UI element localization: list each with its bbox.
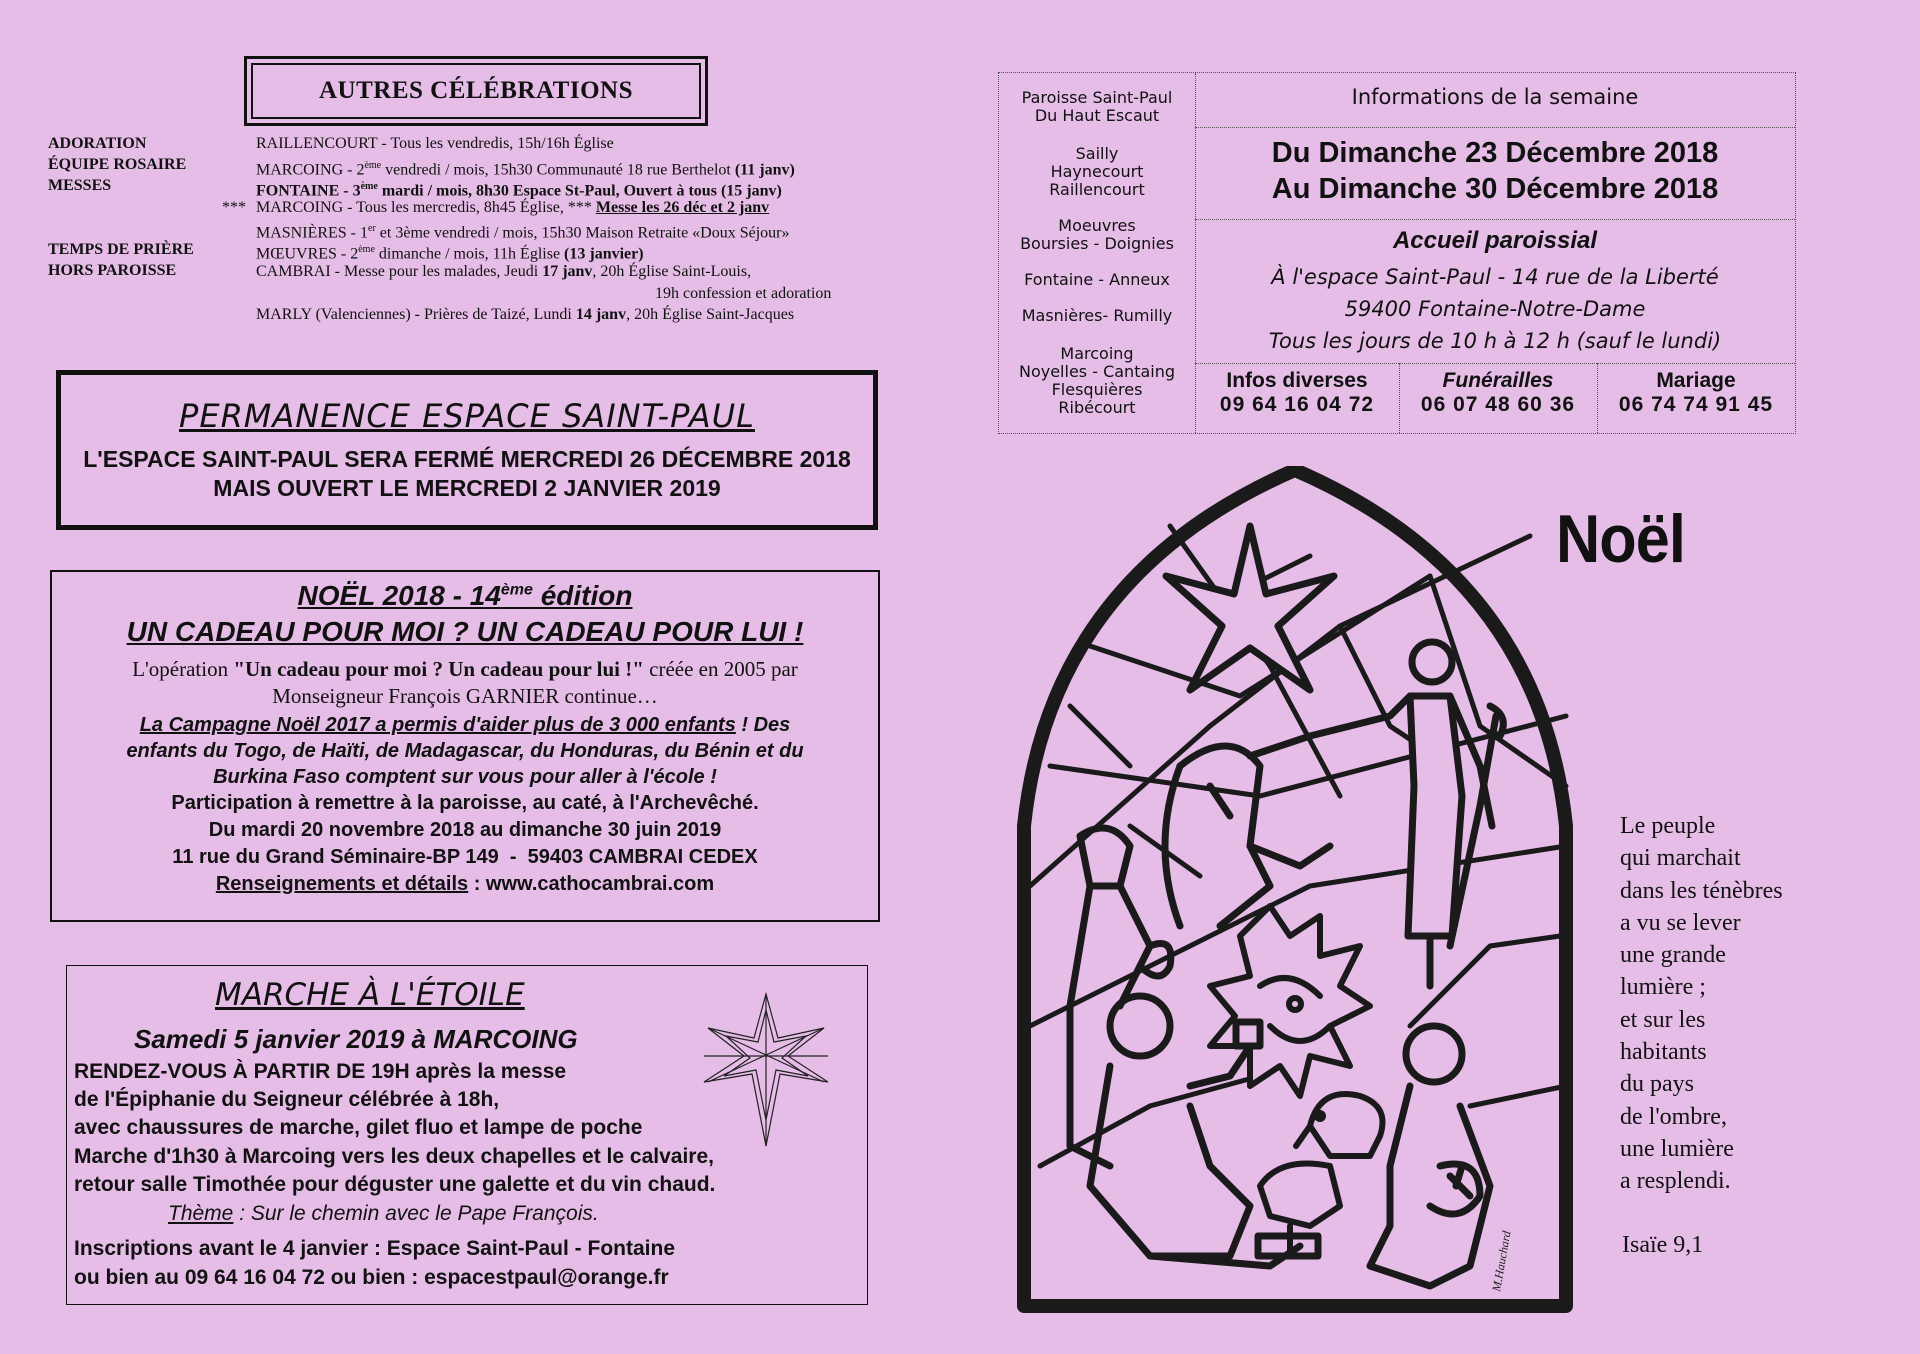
info-date-2: Au Dimanche 30 Décembre 2018 xyxy=(1271,173,1719,205)
quote-line: qui marchait xyxy=(1620,845,1741,872)
marche-title: MARCHE À L'ÉTOILE xyxy=(215,977,525,1013)
celebration-line: MASNIÈRES - 1er et 3ème vendredi / mois, 15h30 Maison Retraite «Doux Séjour» xyxy=(256,223,790,242)
star-icon xyxy=(676,990,856,1150)
table-divider xyxy=(1195,363,1795,364)
label-equipe-rosaire: ÉQUIPE ROSAIRE xyxy=(48,156,187,173)
noel2018-address: 11 rue du Grand Séminaire-BP 149 - 59403 CAMBRAI CEDEX xyxy=(172,846,758,868)
noel2018-title: NOËL 2018 - 14ème édition xyxy=(297,580,633,611)
celebration-line: MARCOING - Tous les mercredis, 8h45 Église, *** Messe les 26 déc et 2 janv xyxy=(256,199,770,216)
noel2018-children-2: Burkina Faso comptent sur vous pour aller à l'école ! xyxy=(213,766,717,788)
artist-signature: M.Hauchard xyxy=(1489,1229,1514,1293)
parish-name: Fontaine - Anneux xyxy=(1024,270,1170,289)
parish-name: Marcoing Noyelles - Cantaing Flesquières Ribécourt xyxy=(1018,344,1176,417)
marche-line: de l'Épiphanie du Seigneur célébrée à 18h, xyxy=(74,1088,500,1111)
celebration-line: 19h confession et adoration xyxy=(655,285,832,302)
noel2018-intro-2: Monseigneur François GARNIER continue… xyxy=(272,684,658,708)
table-divider xyxy=(1195,127,1795,128)
noel2018-campaign: La Campagne Noël 2017 a permis d'aider plus de 3 000 enfants ! Des xyxy=(139,714,791,736)
celebration-line: RAILLENCOURT - Tous les vendredis, 15h/16h Église xyxy=(256,135,614,152)
parish-name: Moeuvres Boursies - Doignies xyxy=(1020,216,1174,253)
label-messes: MESSES xyxy=(48,177,112,194)
quote-line: du pays xyxy=(1620,1071,1694,1098)
accueil-line-3: Tous les jours de 10 h à 12 h (sauf le lundi) xyxy=(1268,329,1722,353)
marche-inscriptions-1: Inscriptions avant le 4 janvier : Espace Saint-Paul - Fontaine xyxy=(74,1237,676,1260)
celebration-line: MARCOING - 2ème vendredi / mois, 15h30 Communauté 18 rue Berthelot (11 janv) xyxy=(256,160,795,179)
quote-line: habitants xyxy=(1620,1039,1707,1066)
label-hors-paroisse: HORS PAROISSE xyxy=(48,262,177,279)
celebration-line: CAMBRAI - Messe pour les malades, Jeudi 17 janv, 20h Église Saint-Louis, xyxy=(256,263,752,280)
noel2018-subtitle: UN CADEAU POUR MOI ? UN CADEAU POUR LUI ! xyxy=(126,616,804,647)
quote-reference: Isaïe 9,1 xyxy=(1622,1232,1704,1258)
parish-name: Paroisse Saint-Paul Du Haut Escaut xyxy=(1021,88,1173,125)
permanence-line-2: MAIS OUVERT LE MERCREDI 2 JANVIER 2019 xyxy=(213,475,721,501)
label-adoration: ADORATION xyxy=(48,135,147,152)
autres-celebrations-title: AUTRES CÉLÉBRATIONS xyxy=(251,63,701,119)
quote-line: a resplendi. xyxy=(1620,1168,1731,1195)
noel-heading: Noël xyxy=(1556,501,1686,577)
quote-line: une grande xyxy=(1620,942,1726,969)
nativity-stained-glass-image xyxy=(1010,466,1580,1326)
isaiah-quote xyxy=(1620,810,1840,1198)
marche-inscriptions-2: ou bien au 09 64 16 04 72 ou bien : espacestpaul@orange.fr xyxy=(74,1266,669,1289)
celebration-line: FONTAINE - 3ème mardi / mois, 8h30 Espace St-Paul, Ouvert à tous (15 janv) xyxy=(256,181,782,200)
permanence-box xyxy=(56,370,878,530)
noel2018-info-link[interactable]: Renseignements et détails xyxy=(215,873,469,895)
noel2018-box xyxy=(50,570,880,922)
accueil-line-2: 59400 Fontaine-Notre-Dame xyxy=(1344,297,1646,321)
parish-name: Masnières- Rumilly xyxy=(1021,306,1173,325)
celebration-line: MARLY (Valenciennes) - Prières de Taizé, Lundi 14 janv, 20h Église Saint-Jacques xyxy=(256,306,795,323)
celebration-line: MŒUVRES - 2ème dimanche / mois, 11h Église (13 janvier) xyxy=(256,244,644,263)
quote-line: une lumière xyxy=(1620,1135,1734,1162)
noel2018-dates: Du mardi 20 novembre 2018 au dimanche 30 juin 2019 xyxy=(208,819,722,841)
contact-mariage: Mariage 06 74 74 91 45 xyxy=(1618,369,1774,416)
quote-line: a vu se lever xyxy=(1620,909,1741,936)
noel2018-intro: L'opération "Un cadeau pour moi ? Un cadeau pour lui !" créée en 2005 par xyxy=(132,657,798,681)
quote-line: dans les ténèbres xyxy=(1620,877,1783,904)
contact-infos-diverses: Infos diverses 09 64 16 04 72 xyxy=(1219,369,1375,416)
label-temps-de-priere: TEMPS DE PRIÈRE xyxy=(48,241,194,258)
noel2018-info: Renseignements et détails : www.cathocambrai.com xyxy=(215,873,715,895)
stars-marker: *** xyxy=(222,199,246,216)
quote-line: Le peuple xyxy=(1620,813,1716,839)
noel2018-children-1: enfants du Togo, de Haïti, de Madagascar, du Honduras, du Bénin et du xyxy=(126,740,804,762)
marche-line: avec chaussures de marche, gilet fluo et lampe de poche xyxy=(74,1116,643,1139)
autres-celebrations-title-box xyxy=(244,56,708,126)
parish-name: Sailly Haynecourt Raillencourt xyxy=(1049,144,1145,199)
marche-line: RENDEZ-VOUS À PARTIR DE 19H après la messe xyxy=(74,1060,567,1083)
table-divider xyxy=(1195,219,1795,220)
quote-line: et sur les xyxy=(1620,1006,1706,1033)
marche-subtitle: Samedi 5 janvier 2019 à MARCOING xyxy=(134,1024,578,1054)
quote-line: de l'ombre, xyxy=(1620,1103,1727,1130)
marche-theme: Thème : Sur le chemin avec le Pape François. xyxy=(168,1202,599,1225)
contact-funerailles: Funérailles 06 07 48 60 36 xyxy=(1420,369,1576,416)
quote-line: lumière ; xyxy=(1620,974,1706,1001)
permanence-line-1: L'ESPACE SAINT-PAUL SERA FERMÉ MERCREDI 26 DÉCEMBRE 2018 xyxy=(83,446,851,472)
accueil-line-1: À l'espace Saint-Paul - 14 rue de la Liberté xyxy=(1271,265,1719,289)
info-table xyxy=(998,72,1796,434)
marche-line: Marche d'1h30 à Marcoing vers les deux chapelles et le calvaire, xyxy=(74,1145,714,1168)
info-date-1: Du Dimanche 23 Décembre 2018 xyxy=(1271,137,1719,169)
accueil-title: Accueil paroissial xyxy=(1392,227,1598,254)
marche-line: retour salle Timothée pour déguster une galette et du vin chaud. xyxy=(74,1173,716,1196)
permanence-title: PERMANENCE ESPACE SAINT-PAUL xyxy=(179,397,755,435)
noel2018-participation: Participation à remettre à la paroisse, au caté, à l'Archevêché. xyxy=(171,792,759,814)
info-header: Informations de la semaine xyxy=(1351,85,1639,109)
